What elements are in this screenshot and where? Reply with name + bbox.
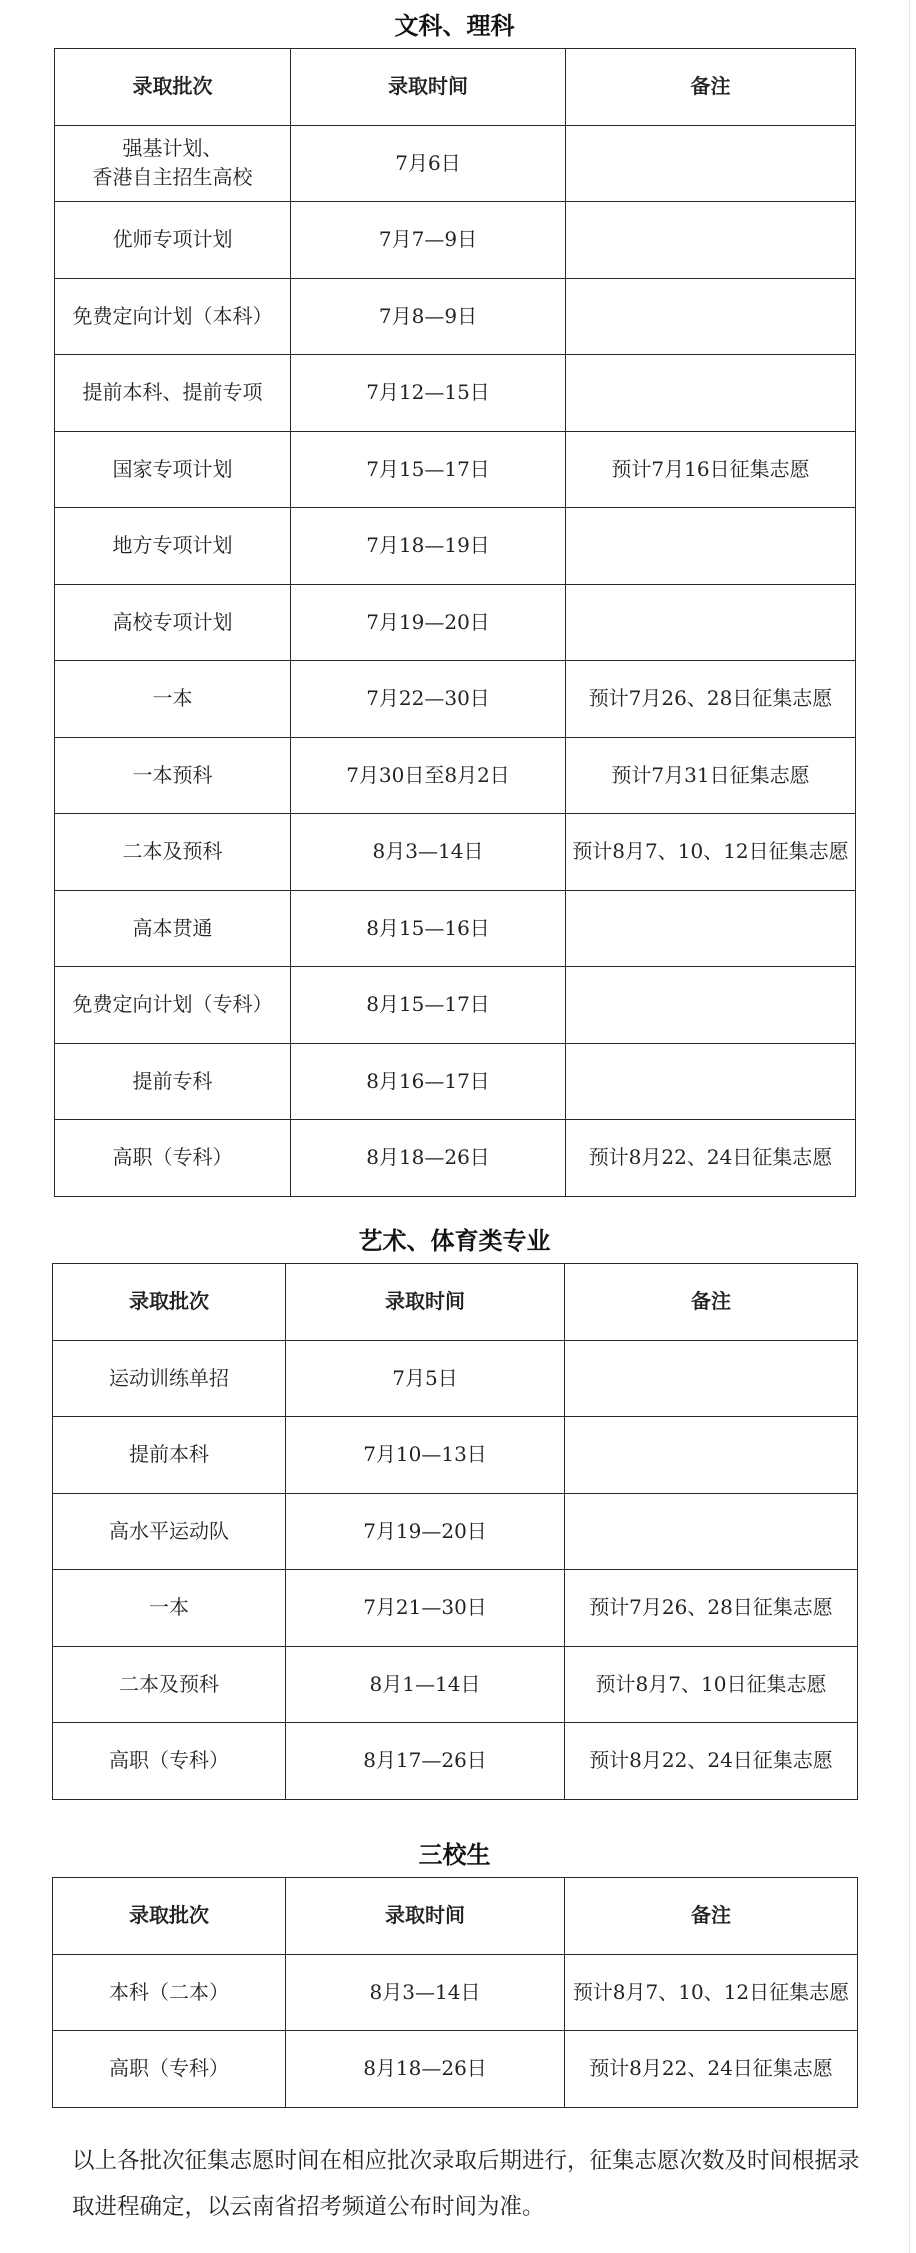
batch-cell: 提前专科 [55, 1043, 291, 1120]
section-art-sports [52, 1219, 857, 1800]
table-row [55, 890, 856, 967]
table-row [55, 202, 856, 279]
note-cell [566, 1043, 856, 1120]
note-cell [565, 1417, 858, 1494]
time-cell: 7月6日 [291, 125, 566, 202]
batch-cell: 提前本科 [53, 1417, 286, 1494]
table-row [53, 1723, 858, 1800]
note-cell [566, 278, 856, 355]
header-batch-cell: 录取批次 [53, 1878, 286, 1955]
note-cell [566, 967, 856, 1044]
table-row [55, 355, 856, 432]
note-cell: 预计8月22、24日征集志愿 [566, 1120, 856, 1197]
batch-cell: 一本 [55, 661, 291, 738]
time-cell: 7月30日至8月2日 [291, 737, 566, 814]
note-cell [566, 202, 856, 279]
batch-cell: 强基计划、 香港自主招生高校 [55, 125, 291, 202]
batch-cell: 高水平运动队 [53, 1493, 286, 1570]
note-cell [566, 508, 856, 585]
header-time-cell: 录取时间 [291, 49, 566, 126]
note-cell [566, 584, 856, 661]
note-cell [566, 890, 856, 967]
batch-cell: 一本预科 [55, 737, 291, 814]
table-header-row [53, 1264, 858, 1341]
header-time-cell: 录取时间 [286, 1878, 565, 1955]
note-cell: 预计8月22、24日征集志愿 [565, 1723, 858, 1800]
batch-cell: 一本 [53, 1570, 286, 1647]
batch-cell: 高职（专科） [53, 1723, 286, 1800]
batch-cell: 二本及预科 [55, 814, 291, 891]
batch-cell: 提前本科、提前专项 [55, 355, 291, 432]
table-row [53, 2031, 858, 2108]
header-time-cell: 录取时间 [286, 1264, 565, 1341]
time-cell: 8月3—14日 [291, 814, 566, 891]
table-row [55, 1043, 856, 1120]
note-cell: 预计7月26、28日征集志愿 [566, 661, 856, 738]
table-row [55, 278, 856, 355]
time-cell: 7月5日 [286, 1340, 565, 1417]
table-body [53, 1264, 858, 1800]
section-title: 艺术、体育类专业 [358, 1227, 551, 1255]
table-row [53, 1954, 858, 2031]
time-cell: 7月19—20日 [291, 584, 566, 661]
table-row [55, 661, 856, 738]
time-cell: 8月16—17日 [291, 1043, 566, 1120]
table-row [55, 814, 856, 891]
table-row [55, 125, 856, 202]
time-cell: 8月3—14日 [286, 1954, 565, 2031]
table-header-row [53, 1878, 858, 1955]
section-arts-science [54, 4, 855, 1197]
time-cell: 8月1—14日 [286, 1646, 565, 1723]
time-cell: 7月22—30日 [291, 661, 566, 738]
time-cell: 8月18—26日 [286, 2031, 565, 2108]
note-cell: 预计8月7、10日征集志愿 [565, 1646, 858, 1723]
table-row [55, 737, 856, 814]
table-row [55, 431, 856, 508]
time-cell: 7月12—15日 [291, 355, 566, 432]
note-cell [566, 355, 856, 432]
admission-table [52, 1263, 858, 1800]
table-row [53, 1417, 858, 1494]
table-row [55, 584, 856, 661]
table-body [55, 49, 856, 1197]
time-cell: 8月18—26日 [291, 1120, 566, 1197]
page-edge-line [909, 0, 910, 2253]
note-cell: 预计8月22、24日征集志愿 [565, 2031, 858, 2108]
batch-cell: 高职（专科） [53, 2031, 286, 2108]
time-cell: 7月15—17日 [291, 431, 566, 508]
note-cell: 预计8月7、10、12日征集志愿 [566, 814, 856, 891]
time-cell: 7月7—9日 [291, 202, 566, 279]
batch-cell: 免费定向计划（本科） [55, 278, 291, 355]
batch-cell: 高校专项计划 [55, 584, 291, 661]
time-cell: 7月8—9日 [291, 278, 566, 355]
batch-cell: 运动训练单招 [53, 1340, 286, 1417]
section-title: 文科、理科 [394, 12, 515, 40]
note-cell [565, 1493, 858, 1570]
header-note-cell: 备注 [565, 1878, 858, 1955]
note-cell [565, 1340, 858, 1417]
header-note-cell: 备注 [566, 49, 856, 126]
section-title: 三校生 [418, 1841, 491, 1869]
table-header-row [55, 49, 856, 126]
table-row [55, 1120, 856, 1197]
time-cell: 7月19—20日 [286, 1493, 565, 1570]
time-cell: 8月15—16日 [291, 890, 566, 967]
note-cell: 预计7月26、28日征集志愿 [565, 1570, 858, 1647]
note-cell: 预计8月7、10、12日征集志愿 [565, 1954, 858, 2031]
table-row [53, 1493, 858, 1570]
note-cell [566, 125, 856, 202]
time-cell: 8月17—26日 [286, 1723, 565, 1800]
section-three-school [52, 1833, 857, 2108]
note-cell: 预计7月16日征集志愿 [566, 431, 856, 508]
note-cell: 预计7月31日征集志愿 [566, 737, 856, 814]
batch-cell: 高本贯通 [55, 890, 291, 967]
table-row [53, 1340, 858, 1417]
time-cell: 7月21—30日 [286, 1570, 565, 1647]
batch-cell: 优师专项计划 [55, 202, 291, 279]
header-batch-cell: 录取批次 [55, 49, 291, 126]
time-cell: 7月18—19日 [291, 508, 566, 585]
admission-table [54, 48, 856, 1197]
batch-cell: 地方专项计划 [55, 508, 291, 585]
time-cell: 7月10—13日 [286, 1417, 565, 1494]
batch-cell: 国家专项计划 [55, 431, 291, 508]
time-cell: 8月15—17日 [291, 967, 566, 1044]
table-row [53, 1570, 858, 1647]
table-row [53, 1646, 858, 1723]
admission-table [52, 1877, 858, 2108]
table-row [55, 967, 856, 1044]
header-note-cell: 备注 [565, 1264, 858, 1341]
header-batch-cell: 录取批次 [53, 1264, 286, 1341]
batch-cell: 免费定向计划（专科） [55, 967, 291, 1044]
batch-cell: 高职（专科） [55, 1120, 291, 1197]
batch-cell: 本科（二本） [53, 1954, 286, 2031]
table-body [53, 1878, 858, 2108]
footnote: 以上各批次征集志愿时间在相应批次录取后期进行，征集志愿次数及时间根据录取进程确定，以云南省招考频道公布时间为准。 [72, 2148, 860, 2220]
table-row [55, 508, 856, 585]
batch-cell: 二本及预科 [53, 1646, 286, 1723]
